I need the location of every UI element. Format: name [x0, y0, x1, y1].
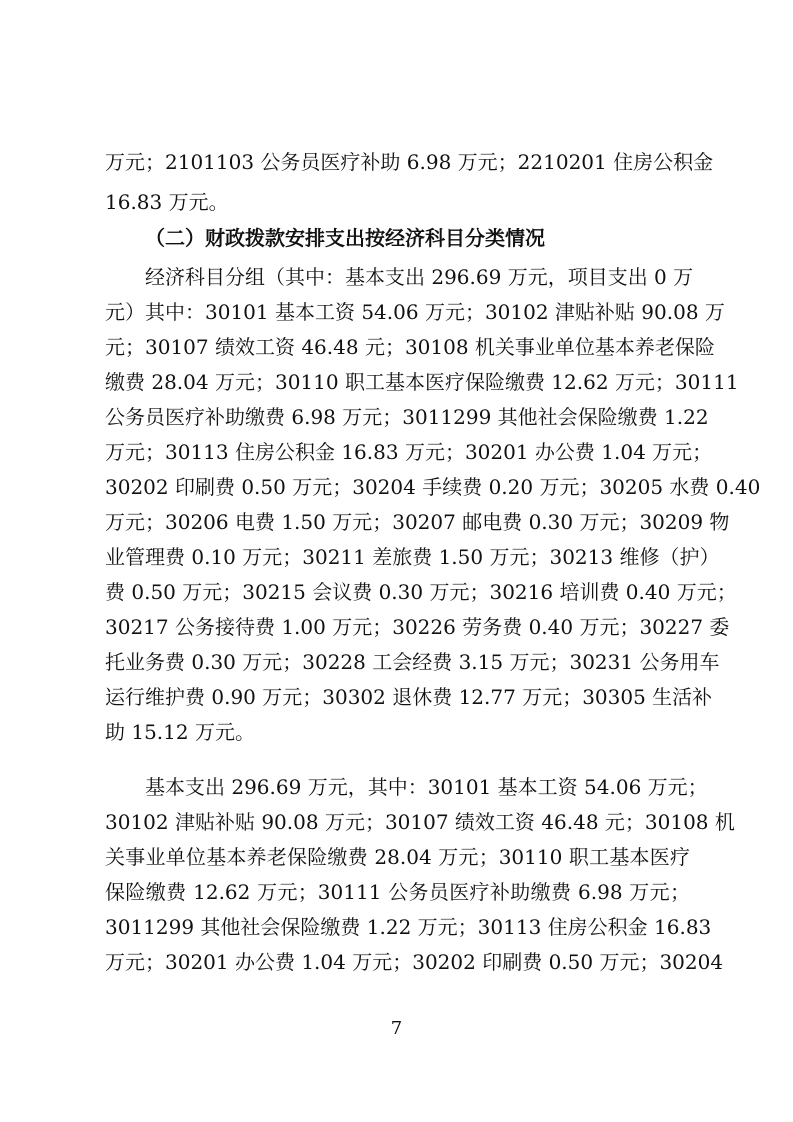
text-line: 缴费 28.04 万元；30110 职工基本医疗保险缴费 12.62 万元；30111	[105, 370, 739, 394]
text-line: 托业务费 0.30 万元；30228 工会经费 3.15 万元；30231 公务用车	[105, 650, 720, 674]
text-line: 运行维护费 0.90 万元；30302 退休费 12.77 万元；30305 生活补	[105, 685, 713, 709]
text-line: 万元；30206 电费 1.50 万元；30207 邮电费 0.30 万元；30209 物	[105, 510, 730, 534]
text-line: 万元；30201 办公费 1.04 万元；30202 印刷费 0.50 万元；30204	[105, 950, 724, 974]
text-line: 30217 公务接待费 1.00 万元；30226 劳务费 0.40 万元；30227 委	[105, 615, 730, 639]
text-line: 关事业单位基本养老保险缴费 28.04 万元；30110 职工基本医疗	[105, 845, 690, 869]
text-line: 万元；30113 住房公积金 16.83 万元；30201 办公费 1.04 万元；	[105, 440, 713, 464]
section-heading: （二）财政拨款安排支出按经济科目分类情况	[145, 226, 545, 250]
text-line: 助 15.12 万元。	[105, 720, 255, 744]
text-line: 公务员医疗补助缴费 6.98 万元；3011299 其他社会保险缴费 1.22	[105, 405, 709, 429]
text-line: 保险缴费 12.62 万元；30111 公务员医疗补助缴费 6.98 万元；	[105, 880, 690, 904]
text-line: 业管理费 0.10 万元；30211 差旅费 1.50 万元；30213 维修（护）	[105, 545, 720, 569]
text-line: 30202 印刷费 0.50 万元；30204 手续费 0.20 万元；30205 水费 0.40	[105, 475, 761, 499]
text-line: 30102 津贴补贴 90.08 万元；30107 绩效工资 46.48 元；30108 机	[105, 810, 735, 834]
page-number: 7	[390, 1018, 403, 1039]
text-line: 基本支出 296.69 万元，其中：30101 基本工资 54.06 万元；	[145, 775, 708, 799]
text-line: 万元；2101103 公务员医疗补助 6.98 万元；2210201 住房公积金	[105, 150, 714, 174]
text-line: 费 0.50 万元；30215 会议费 0.30 万元；30216 培训费 0.40 万元；	[105, 580, 737, 604]
text-line: 元；30107 绩效工资 46.48 元；30108 机关事业单位基本养老保险	[105, 335, 715, 359]
text-line: 3011299 其他社会保险缴费 1.22 万元；30113 住房公积金 16.83	[105, 915, 712, 939]
text-line: 经济科目分组（其中：基本支出 296.69 万元，项目支出 0 万	[145, 265, 694, 289]
text-line: 元）其中：30101 基本工资 54.06 万元；30102 津贴补贴 90.08 万	[105, 300, 725, 324]
text-line: 16.83 万元。	[105, 190, 229, 214]
